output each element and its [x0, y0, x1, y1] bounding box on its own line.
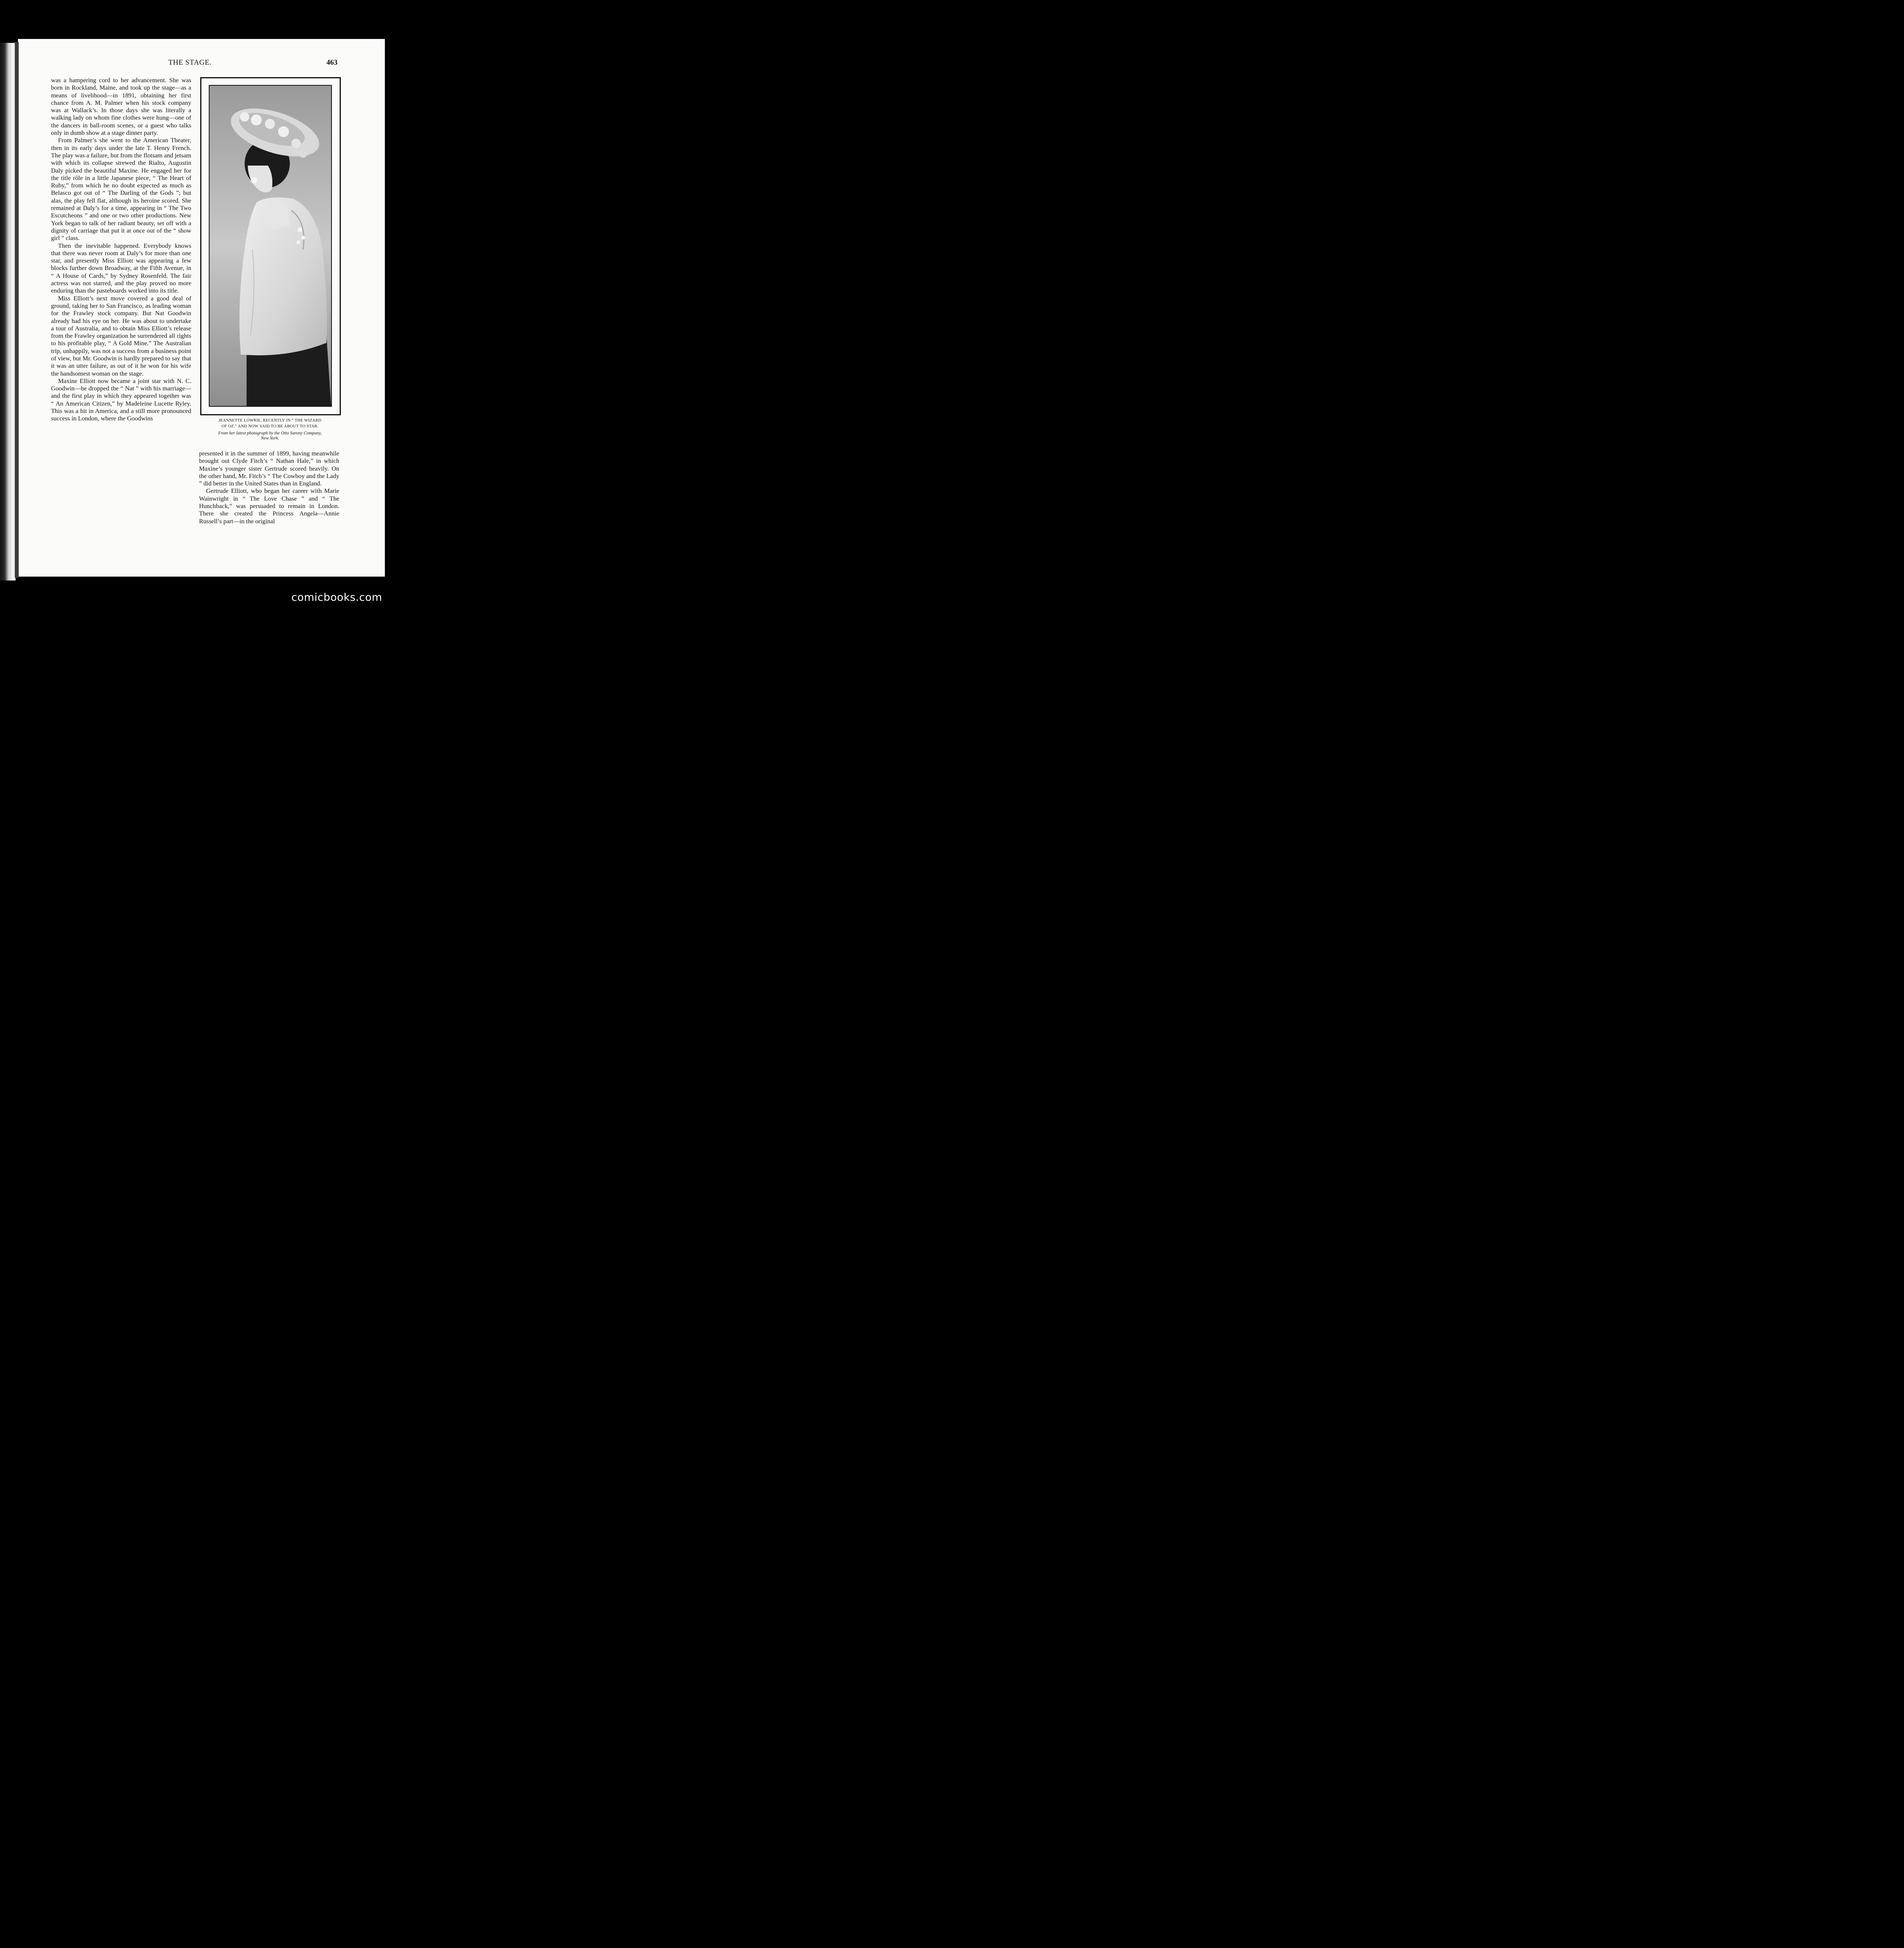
paragraph: Miss Elliott’s next move covered a good deal of ground, taking her to San Francisco, as leading woman for the Frawley stock company. But Nat Goodwin already had his eye on her. He was about to undertake a tour of Australia, and to obtain Miss Elliott’s release from the Frawley organization he surrendered all rights to his profitable play, “ A Gold Mine.” The Australian trip, unhappily, was not a success from a business point of view, but Mr. Goodwin is hardly prepared to say that it was an utter failure, as out of it he won for his wife the handsomest woman on the stage.	[51, 295, 191, 377]
left-text-column	[51, 77, 191, 423]
paragraph: Maxine Elliott now became a joint star with N. C. Goodwin—he dropped the “ Nat ” with his marriage—and the first play in which they appeared together was “ An American Citizen,” by Madeleine Lucette Ryley. This was a hit in America, and a still more pronounced success in London, where the Goodwins	[51, 377, 191, 422]
portrait-photo	[209, 85, 332, 407]
caption-text	[200, 418, 340, 429]
caption-line: OF OZ,” AND NOW SAID TO BE ABOUT TO STAR.	[221, 424, 319, 429]
photo-caption	[200, 418, 340, 441]
paragraph: presented it in the summer of 1899, having meanwhile brought out Clyde Fitch’s “ Nathan Hale,” in which Maxine’s younger sister Gertrude scored heavily. On the other hand, Mr. Fitch’s “ The Cowboy and the Lady ” did better in the United States than in England.	[199, 450, 339, 487]
credit-line: New York.	[261, 436, 279, 441]
watermark: comicbooks.com	[291, 591, 383, 603]
paragraph: Then the inevitable happened. Everybody knows that there was never room at Daly’s for more than one star, and presently Miss Elliott was appearing a few blocks further down Broadway, at the Fifth Avenue, in “ A House of Cards,” by Sydney Rosenfeld. The fair actress was not starred, and the play proved no more enduring than the pasteboards worked into its title.	[51, 242, 191, 295]
paragraph: was a hampering cord to her advancement. She was born in Rockland, Maine, and took up the stage—as a means of livelihood—in 1891, obtaining her first chance from A. M. Palmer when his stock company was at Wallack’s. In those days she was literally a walking lady on whom fine clothes were hung—one of the dancers in ball-room scenes, or a guest who talks only in dumb show at a stage dinner party.	[51, 77, 191, 137]
caption-line: JEANNETTE LOWRIE, RECENTLY IN “ THE WIZARD	[218, 418, 322, 423]
running-head: THE STAGE.	[168, 58, 212, 67]
credit-line: From her latest photograph by the Otto Sarony Company,	[218, 431, 322, 436]
paragraph: Gertrude Elliott, who began her career with Marie Wainwright in “ The Love Chase ” and “ The Hunchback,” was persuaded to remain in London. There she created the Princess Angela—Annie Russell’s part—in the original	[199, 487, 339, 525]
spine-shadow	[15, 42, 19, 578]
page-number: 463	[326, 58, 338, 67]
left-page-edge	[0, 43, 16, 581]
portrait-illustration	[210, 86, 331, 406]
paragraph: From Palmer’s she went to the American Theater, then in its early days under the late T. Henry French. The play was a failure, but from the flotsam and jetsam with which its collapse strewed the Rialto, Augustin Daly picked the beautiful Maxine. He engaged her for the title rôle in a little Japanese piece, “ The Heart of Ruby,” from which he no doubt expected as much as Belasco got out of “ The Darling of the Gods ”; but alas, the play fell flat, although its heroine scored. She remained at Daly’s for a time, appearing in “ The Two Escutcheons ” and one or two other productions. New York began to talk of her radiant beauty, set off with a dignity of carriage that put it at once out of the “ show girl ” class.	[51, 137, 191, 242]
right-text-column	[199, 450, 339, 525]
photo-credit	[200, 431, 340, 441]
